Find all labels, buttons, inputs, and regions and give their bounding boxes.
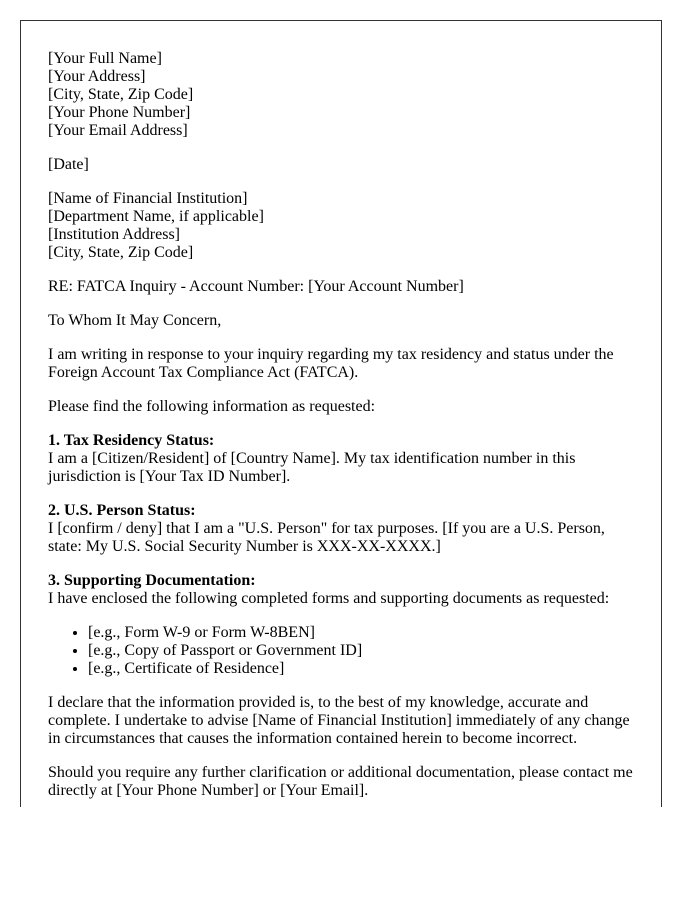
- recipient-city: [City, State, Zip Code]: [48, 244, 194, 261]
- section-us-person: [48, 502, 633, 556]
- documents-list: [48, 624, 633, 678]
- sender-block: [48, 50, 633, 140]
- list-item: • [e.g., Certificate of Residence]: [88, 660, 633, 678]
- sender-phone: [Your Phone Number]: [48, 104, 191, 121]
- closing-paragraph: Should you require any further clarification or additional documentation, please contact me directly at [Your Phone Number] or [Your Email].: [48, 764, 633, 799]
- section-body: I am a [Citizen/Resident] of [Country Name]. My tax identification number in this jurisdiction is [Your Tax ID Number].: [48, 450, 576, 485]
- sender-city: [City, State, Zip Code]: [48, 86, 194, 103]
- salutation: To Whom It May Concern,: [48, 312, 222, 329]
- subject-line: RE: FATCA Inquiry - Account Number: [Your Account Number]: [48, 278, 464, 295]
- intro-paragraph: I am writing in response to your inquiry regarding my tax residency and status under the Foreign Account Tax Compliance Act (FATCA).: [48, 346, 614, 381]
- section-tax-residency: [48, 432, 633, 486]
- recipient-address: [Institution Address]: [48, 226, 180, 243]
- sender-address: [Your Address]: [48, 68, 146, 85]
- list-item: • [e.g., Form W-9 or Form W-8BEN]: [88, 624, 633, 642]
- section-body: I have enclosed the following completed forms and supporting documents as requested:: [48, 590, 610, 607]
- list-item: • [e.g., Copy of Passport or Government ID]: [88, 642, 633, 660]
- recipient-institution: [Name of Financial Institution]: [48, 190, 248, 207]
- lead-paragraph: Please find the following information as requested:: [48, 398, 376, 415]
- section-heading: 2. U.S. Person Status:: [48, 502, 196, 519]
- recipient-block: [48, 190, 633, 262]
- letter-date: [Date]: [48, 156, 89, 173]
- sender-email: [Your Email Address]: [48, 122, 188, 139]
- sender-name: [Your Full Name]: [48, 50, 162, 67]
- letter-page: [20, 20, 662, 807]
- section-heading: 3. Supporting Documentation:: [48, 572, 256, 589]
- recipient-department: [Department Name, if applicable]: [48, 208, 264, 225]
- section-body: I [confirm / deny] that I am a "U.S. Person" for tax purposes. [If you are a U.S. Person, state: My U.S. Social Security Number is XXX-XX-XXXX.]: [48, 520, 605, 555]
- section-documentation: [48, 572, 633, 608]
- section-heading: 1. Tax Residency Status:: [48, 432, 215, 449]
- declaration-paragraph: I declare that the information provided is, to the best of my knowledge, accurate and complete. I undertake to advise [Name of Financial Institution] immediately of any change in circumstances that causes the information contained herein to become incorrect.: [48, 694, 630, 747]
